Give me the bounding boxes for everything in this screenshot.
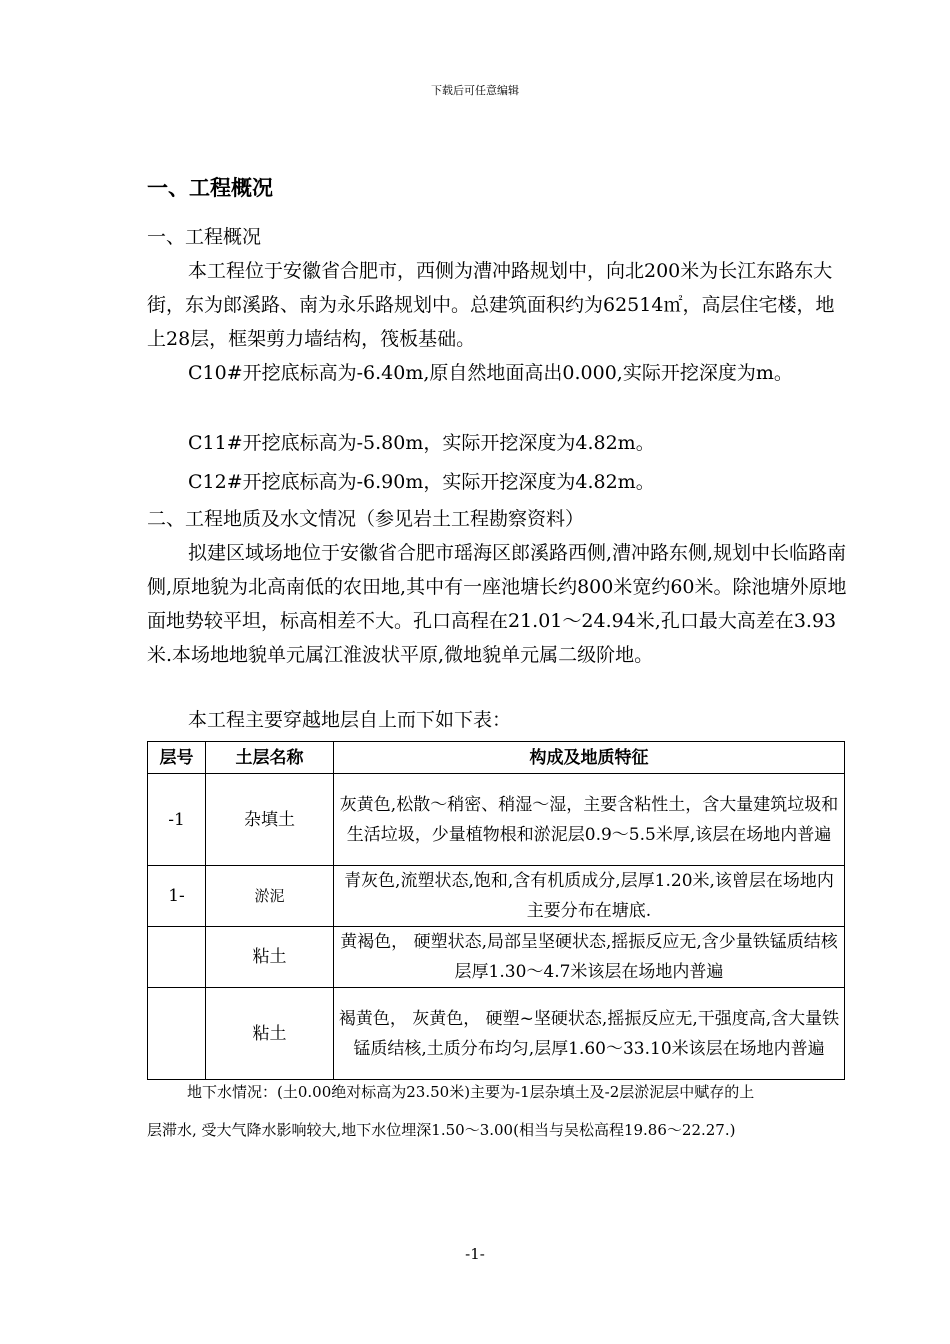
page-number: -1- — [465, 1245, 485, 1263]
table-row — [148, 988, 845, 1080]
section-1-paragraph-1: 本工程位于安徽省合肥市，西侧为漕冲路规划中，向北200米为长江东路东大街，东为郎溪路、南为永乐路规划中。总建筑面积约为62514㎡，高层住宅楼，地上28层，框架剪力墙结构，筏板基础。 — [147, 260, 835, 350]
section-2-paragraph-1: 拟建区域场地位于安徽省合肥市瑶海区郎溪路西侧,漕冲路东侧,规划中长临路南侧,原地貌为北高南低的农田地,其中有一座池塘长约800米宽约60米。除池塘外原地面地势较平坦，标高相差不大。孔口高程在21.01～24.94米,孔口最大高差在3.93米.本场地地貌单元属江淮波状平原,微地貌单元属二级阶地。 — [147, 542, 847, 666]
description-cell: 褐黄色， 灰黄色， 硬塑~坚硬状态,摇振反应无,干强度高,含大量铁锰质结核,土质分布均匀,层厚1.60～33.10米该层在场地内普遍 — [334, 988, 845, 1080]
description-cell: 黄褐色， 硬塑状态,局部呈坚硬状态,摇振反应无,含少量铁锰质结核层厚1.30～4.7米该层在场地内普遍 — [334, 927, 845, 988]
soil-name-cell: 淤泥 — [206, 866, 334, 927]
groundwater-line-1: 地下水情况：(土0.00绝对标高为23.50米)主要为-1层杂填土及-2层淤泥层中赋存的上 — [187, 1083, 755, 1101]
description-cell: 青灰色,流塑状态,饱和,含有机质成分,层厚1.20米,该曾层在场地内主要分布在塘底. — [334, 866, 845, 927]
header-layer-no: 层号 — [148, 742, 206, 774]
groundwater-line-2: 层滞水, 受大气降水影响较大,地下水位埋深1.50～3.00(相当与吴松高程19.86～22.27.) — [147, 1121, 736, 1139]
layer-no-cell — [148, 988, 206, 1080]
table-row — [148, 927, 845, 988]
main-heading: 一、工程概况 — [147, 176, 273, 200]
soil-name-cell: 粘土 — [206, 927, 334, 988]
layer-no-cell: 1- — [148, 866, 206, 927]
layer-no-cell — [148, 927, 206, 988]
section-1-paragraph-4: C12#开挖底标高为-6.90m，实际开挖深度为4.82m。 — [188, 471, 655, 493]
layer-no-cell: -1 — [148, 774, 206, 866]
page-header: 下载后可任意编辑 — [431, 84, 519, 97]
table-row — [148, 774, 845, 866]
header-description: 构成及地质特征 — [334, 742, 845, 774]
section-1-paragraph-2: C10#开挖底标高为-6.40m,原自然地面高出0.000,实际开挖深度为m。 — [188, 362, 793, 384]
soil-name-cell: 粘土 — [206, 988, 334, 1080]
section-2-title: 二、工程地质及水文情况（参见岩土工程勘察资料） — [147, 508, 585, 530]
description-cell: 灰黄色,松散～稍密、稍湿～湿，主要含粘性土，含大量建筑垃圾和生活垃圾，少量植物根和淤泥层0.9～5.5米厚,该层在场地内普遍 — [334, 774, 845, 866]
table-header-row — [148, 742, 845, 774]
table-row — [148, 866, 845, 927]
soil-name-cell: 杂填土 — [206, 774, 334, 866]
section-1-paragraph-3: C11#开挖底标高为-5.80m，实际开挖深度为4.82m。 — [188, 432, 655, 454]
section-2-paragraph-2: 本工程主要穿越地层自上而下如下表： — [188, 709, 512, 731]
strata-table — [147, 741, 845, 1080]
header-soil-name: 土层名称 — [206, 742, 334, 774]
section-1-title: 一、工程概况 — [147, 226, 262, 248]
